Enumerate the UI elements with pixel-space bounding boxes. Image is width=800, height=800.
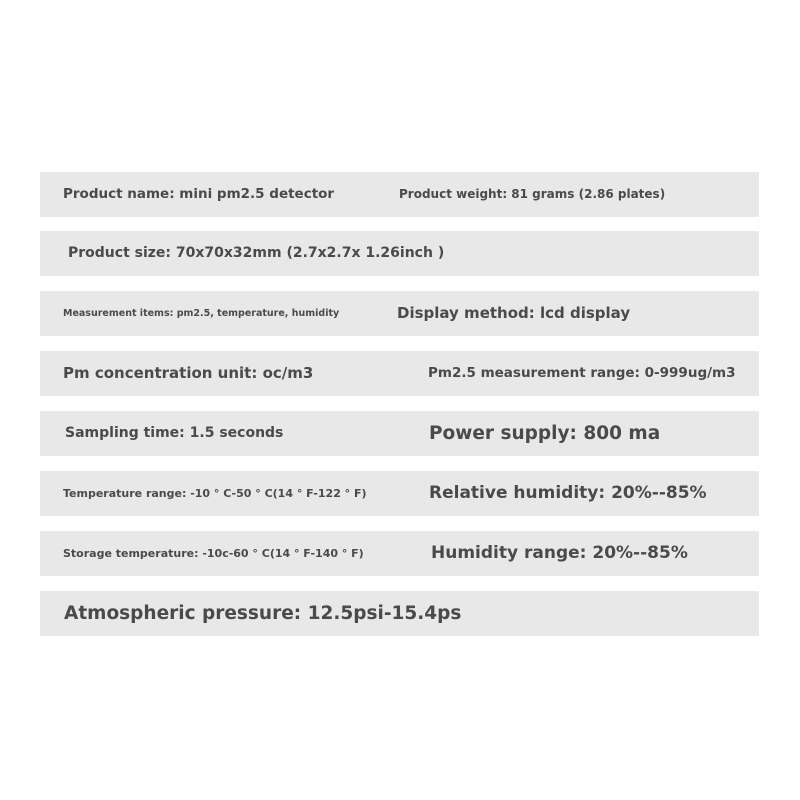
display-method: Display method: lcd display [397, 304, 631, 322]
spec-row-5 [40, 411, 759, 456]
power-supply: Power supply: 800 ma [429, 423, 661, 444]
spec-row-2 [40, 231, 759, 276]
product-weight: Product weight: 81 grams (2.86 plates) [399, 187, 666, 201]
temperature-range: Temperature range: -10 ° C-50 ° C(14 ° F-122 ° F) [63, 487, 367, 500]
humidity-range: Humidity range: 20%--85% [431, 543, 688, 563]
spec-row-1 [40, 172, 759, 217]
atmospheric-pressure: Atmospheric pressure: 12.5psi-15.4ps [64, 603, 462, 624]
spec-row-6 [40, 471, 759, 516]
pm-measurement-range: Pm2.5 measurement range: 0-999ug/m3 [428, 365, 736, 381]
spec-row-7 [40, 531, 759, 576]
product-size: Product size: 70x70x32mm (2.7x2.7x 1.26inch ) [68, 245, 445, 261]
pm-concentration-unit: Pm concentration unit: oc/m3 [63, 364, 314, 382]
product-name: Product name: mini pm2.5 detector [63, 186, 335, 202]
storage-temperature: Storage temperature: -10c-60 ° C(14 ° F-140 ° F) [63, 547, 364, 560]
relative-humidity: Relative humidity: 20%--85% [429, 483, 707, 503]
sampling-time: Sampling time: 1.5 seconds [65, 425, 284, 441]
spec-row-4 [40, 351, 759, 396]
measurement-items: Measurement items: pm2.5, temperature, humidity [63, 308, 340, 319]
spec-row-3 [40, 291, 759, 336]
spec-row-8 [40, 591, 759, 636]
